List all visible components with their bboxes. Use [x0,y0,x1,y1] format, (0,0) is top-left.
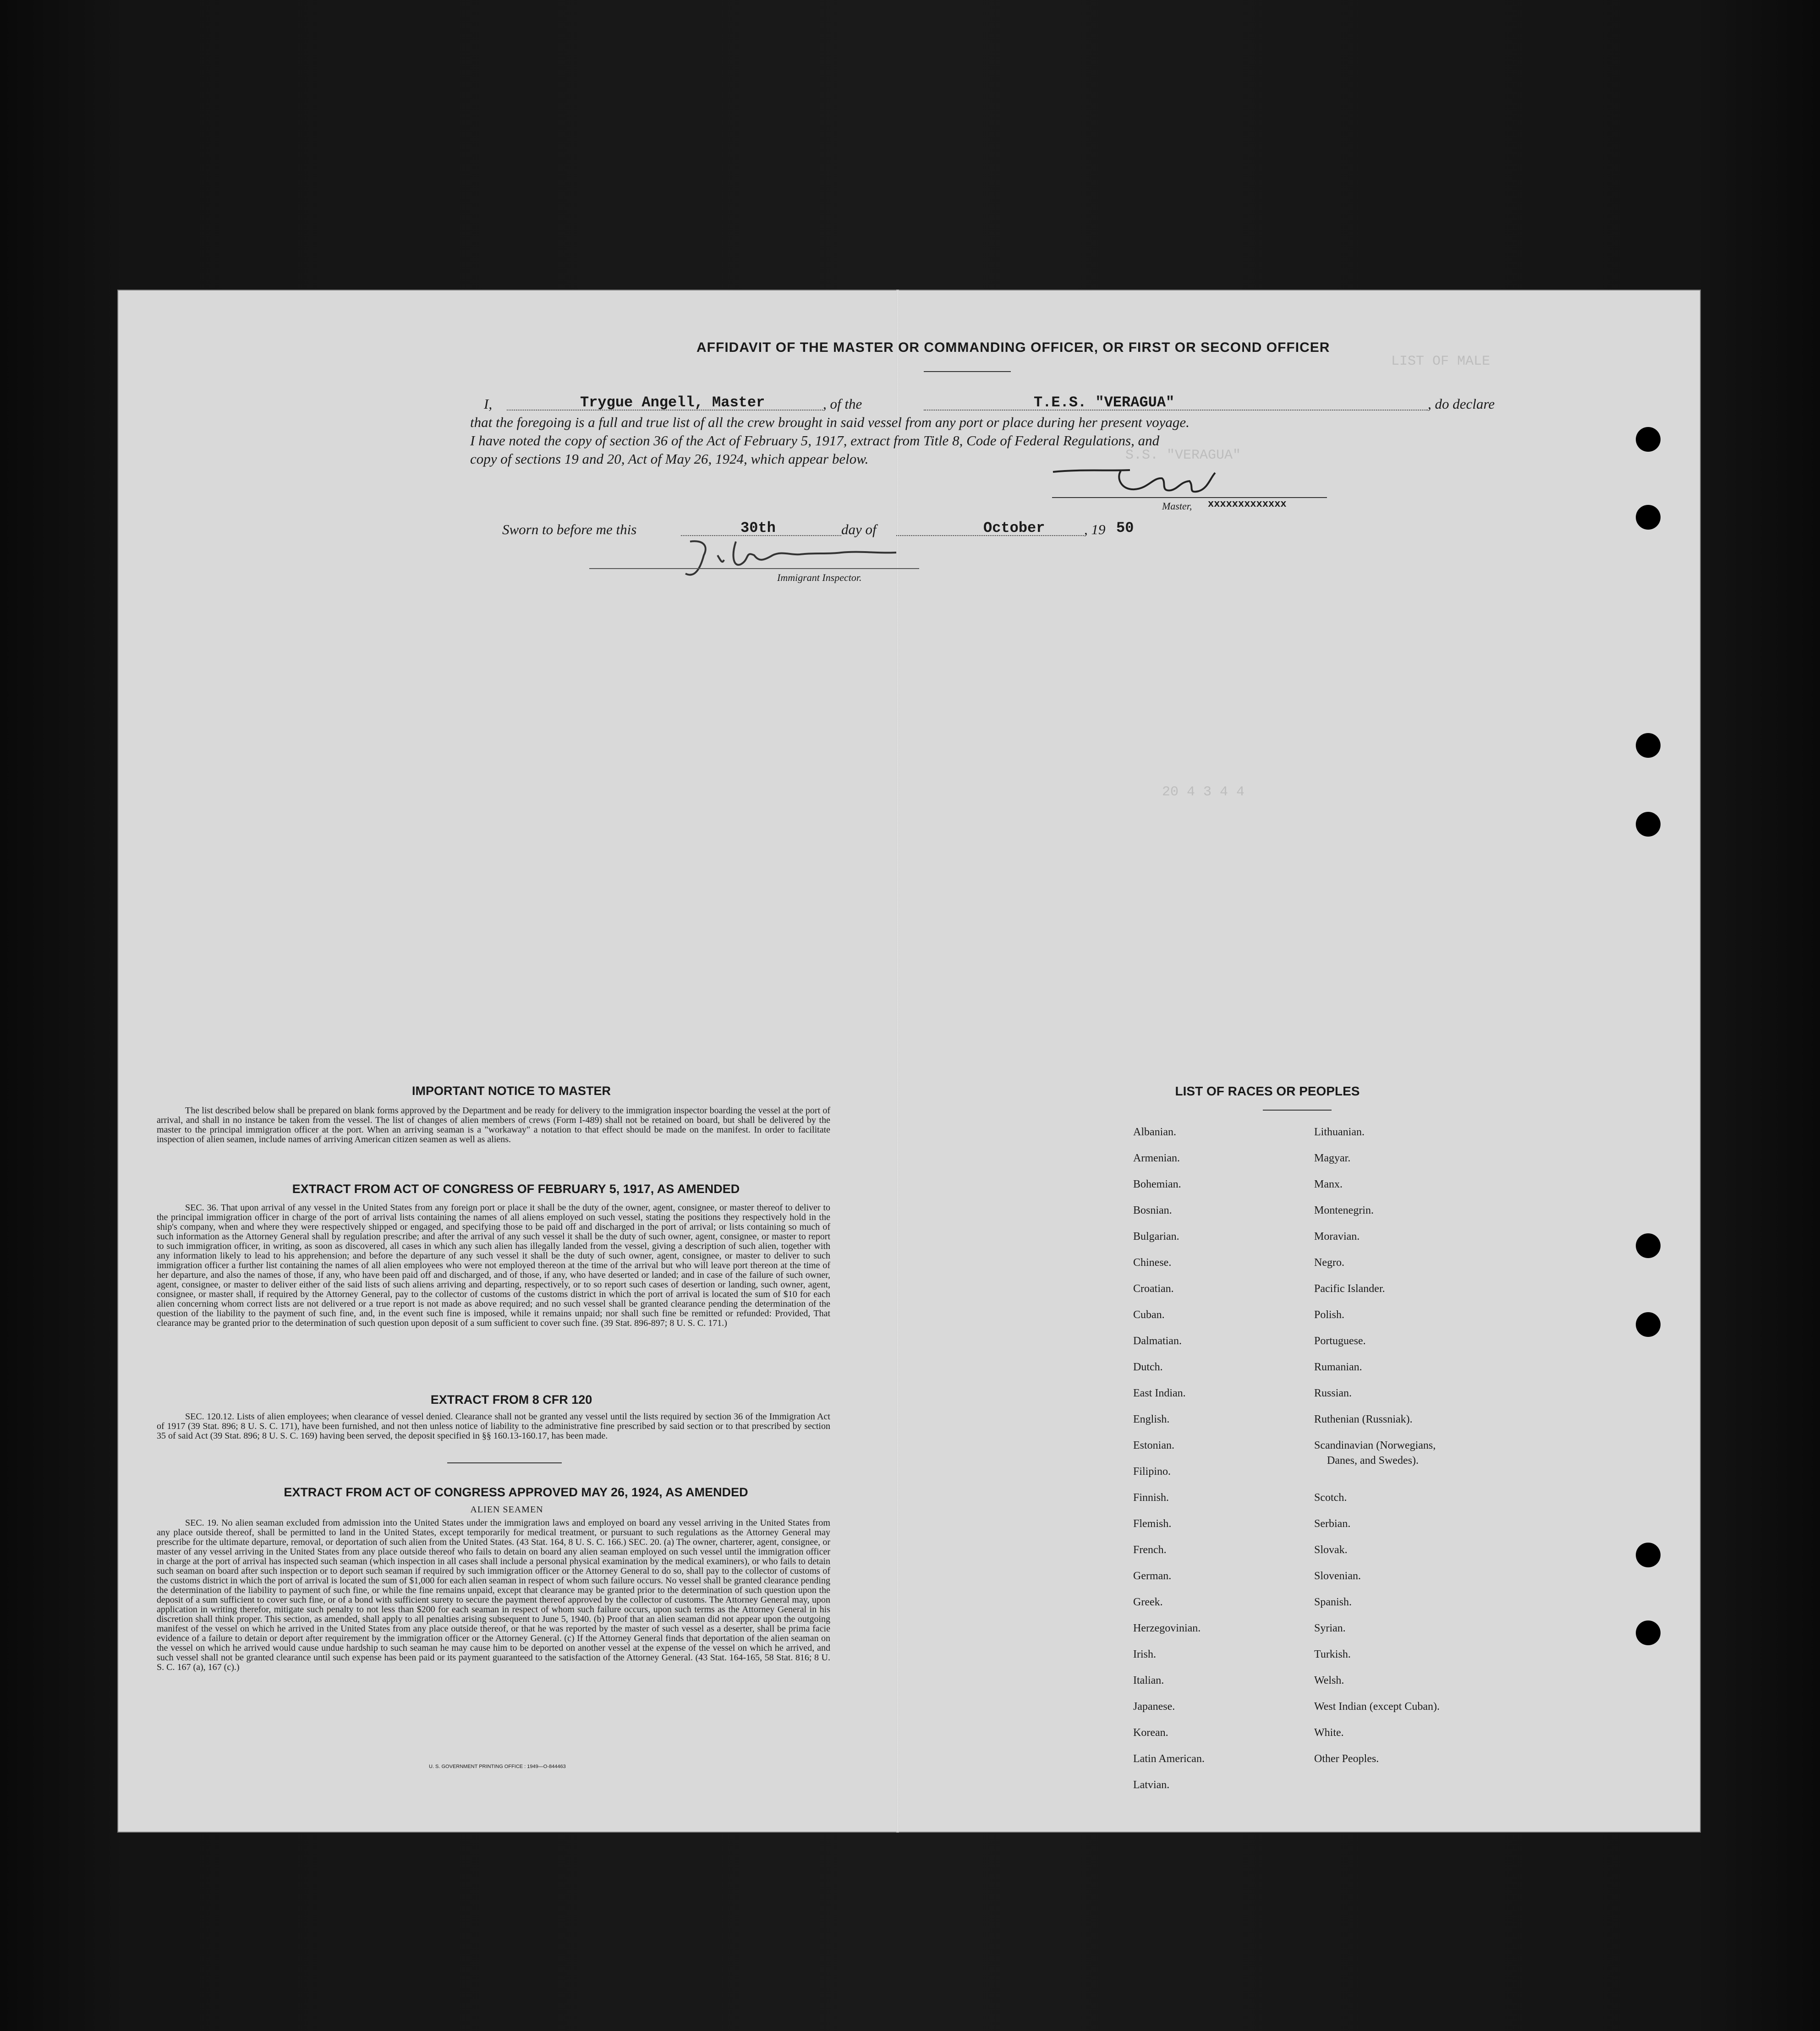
punch-hole [1636,1312,1661,1337]
race-item: Welsh. [1314,1675,1344,1686]
sworn-month: October [983,520,1045,536]
punch-hole [1636,812,1661,837]
race-item: Armenian. [1133,1152,1180,1164]
bleed-through-text: S.S. "VERAGUA" [1125,448,1241,463]
affidavit-body-line2: I have noted the copy of section 36 of the Act of February 5, 1917, extract from Title 8, Code of Federal Regulations, and [470,432,1160,449]
master-signature [1052,468,1217,505]
race-item: Finnish. [1133,1492,1169,1504]
race-item: Bohemian. [1133,1178,1181,1190]
race-item: Turkish. [1314,1648,1351,1660]
master-struck-text: xxxxxxxxxxxxx [1208,498,1287,510]
race-item: Serbian. [1314,1518,1351,1530]
race-item: English. [1133,1413,1170,1425]
year-suffix: 50 [1116,520,1134,536]
master-name: Trygue Angell, Master [580,394,765,411]
race-item: Latin American. [1133,1753,1205,1765]
race-item: Portuguese. [1314,1335,1366,1347]
race-item: Polish. [1314,1309,1345,1321]
race-item: Cuban. [1133,1309,1165,1321]
race-item: Rumanian. [1314,1361,1362,1373]
race-item: Negro. [1314,1257,1344,1269]
inspector-signature-line [589,568,919,569]
extract-cfr-text: SEC. 120.12. Lists of alien employees; when clearance of vessel denied. Clearance shall not be granted any vessel until the lists required by section 36 of the Immigration Act of 1917 (39 Stat. 896; 8 U. S. C. 171), have been furnished, and not then unless notice of liability to the administrative fine prescribed by said section or to that prescribed by section 35 of said Act (39 Stat. 896; 8 U. S. C. 169) having been served, the deposit specified in §§ 160.13-160.17, has been made. [157,1412,830,1441]
race-item: Albanian. [1133,1126,1176,1138]
extract-1924-heading: EXTRACT FROM ACT OF CONGRESS APPROVED MAY 26, 1924, AS AMENDED [284,1485,748,1499]
race-item: West Indian (except Cuban). [1314,1701,1440,1713]
race-item: German. [1133,1570,1172,1582]
document-page [117,290,1701,1833]
extract-cfr-heading: EXTRACT FROM 8 CFR 120 [430,1393,592,1407]
race-item: Manx. [1314,1178,1343,1190]
race-item: Irish. [1133,1648,1156,1660]
race-item: Korean. [1133,1727,1168,1739]
punch-hole [1636,427,1661,452]
race-item: Filipino. [1133,1466,1171,1478]
race-item: Greek. [1133,1596,1163,1608]
race-item: Flemish. [1133,1518,1172,1530]
extract-1917-text: SEC. 36. That upon arrival of any vessel in the United States from any foreign port or place it shall be the duty of the owner, agent, consignee, or master thereof to deliver to the principal immigration officer in charge of the port of arrival lists containing the names of all aliens employed on such vessel, stating the positions they respectively hold in the ship's company, when and where they were respectively shipped or engaged, and specifying those to be paid off and discharged in the port of arrival; or lists containing so much of such information as the Attorney General shall by regulation prescribe; and after the arrival of any such vessel it shall be the duty of such owner, agent, consignee, or master to report to such immigration officer, in writing, as soon as discovered, all cases in which any such alien has illegally landed from the vessel, giving a description of such alien, together with any information likely to lead to his apprehension; and before the departure of any such vessel it shall be the duty of such owner, agent, consignee, or master to deliver to such immigration officer a further list containing the names of all alien employees who were not employed thereon at the time of the arrival but who will leave port thereon at the time of her departure, and also the names of those, if any, who have been paid off and discharged, and of those, if any, who have deserted or landed; and in case of the failure of such owner, agent, consignee, or master to deliver either of the said lists of such aliens arriving and departing, respectively, or to so report such cases of desertion or landing, such owner, agent, consignee, or master shall, if required by the Attorney General, pay to the collector of customs of the customs district in which the port of arrival is located the sum of $10 for each alien concerning whom correct lists are not delivered or a true report is not made as above required; and no such vessel shall be granted clearance pending the determination of the question of the liability to the payment of such fine, and, in the event such fine is imposed, while it remains unpaid; nor shall such fine be remitted or refunded: Provided, That clearance may be granted prior to the determination of such question upon deposit of a sum sufficient to cover such fine. (39 Stat. 896-897; 8 U. S. C. 171.) [157,1203,830,1328]
race-item: Lithuanian. [1314,1126,1365,1138]
race-item: Danes, and Swedes). [1327,1455,1419,1467]
race-item: Magyar. [1314,1152,1351,1164]
race-item: Pacific Islander. [1314,1283,1385,1295]
extract-1917-heading: EXTRACT FROM ACT OF CONGRESS OF FEBRUARY 5, 1917, AS AMENDED [292,1182,740,1196]
races-rule [1263,1110,1332,1111]
of-the-label: , of the [823,396,862,412]
extract-1924-text: SEC. 19. No alien seaman excluded from admission into the United States under the immigration laws and employed on board any vessel arriving in the United States from any place outside thereof, shall be permitted to land in the United States, except temporarily for medical treatment, or pursuant to such regulations as the Attorney General may prescribe for the ultimate departure, removal, or deportation of such alien from the United States. (43 Stat. 164, 8 U. S. C. 166.) SEC. 20. (a) The owner, charterer, agent, consignee, or master of any vessel arriving in the United States from any place outside thereof who fails to detain on board any alien seaman employed on such vessel until the immigration officer in charge at the port of arrival has inspected such seaman (which inspection in all cases shall include a personal physical examination by the medical examiners), or who fails to detain such seaman on board after such inspection or to deport such seaman if required by such immigration officer or the Attorney General to do so, shall pay to the collector of customs of the customs district in which the port of arrival is located the sum of $1,000 for each alien seaman in respect of whom such failure occurs. No vessel shall be granted clearance pending the determination of the liability to payment of such fine, or while the fine remains unpaid, except that clearance may be granted prior to the determination of such question upon the deposit of a sum sufficient to cover such fine, or of a bond with sufficient surety to secure the payment thereof approved by the collector of customs. The Attorney General may, upon application in writing therefor, mitigate such penalty to not less than $200 for each seaman in respect of whom such failure occurs, upon such terms as the Attorney General in his discretion shall think proper. This section, as amended, shall apply to all penalties arising subsequent to June 5, 1940. (b) Proof that an alien seaman did not appear upon the outgoing manifest of the vessel on which he arrived in the United States from any place outside thereof, or that he was reported by the master of such vessel as a deserter, shall be prima facie evidence of a failure to detain or deport after requirement by the immigration officer or the Attorney General. (c) If the Attorney General finds that deportation of the alien seaman on the vessel on which he arrived would cause undue hardship to such seaman he may cause him to be deported on another vessel at the expense of the vessel on which he arrived, and such vessel shall not be granted clearance until such expense has been paid or its payment guaranteed to the satisfaction of the Attorney General. (43 Stat. 164-165, 58 Stat. 816; 8 U. S. C. 167 (a), 167 (c).) [157,1518,830,1672]
race-item: Slovak. [1314,1544,1348,1556]
cfr-rule [447,1462,562,1463]
punch-hole [1636,1233,1661,1258]
notice-text: The list described below shall be prepared on blank forms approved by the Department and be ready for delivery to the immigration inspector boarding the vessel at the port of arrival, and shall in no instance be taken from the vessel. The list of changes of alien members of crews (Form I-489) shall not be retained on board, but shall be delivered by the master to the principal immigration officer at the port. When an arriving seaman is a "workaway" a notation to that effect should be made on the manifest. In order to facilitate inspection of alien seamen, include names of arriving American citizen seamen as well as aliens. [157,1106,830,1144]
race-item: Bulgarian. [1133,1231,1179,1243]
affidavit-title: AFFIDAVIT OF THE MASTER OR COMMANDING OFFICER, OR FIRST OR SECOND OFFICER [696,340,1330,355]
sworn-day: 30th [740,520,776,536]
race-item: Russian. [1314,1387,1352,1399]
vessel-fill-line [924,410,1428,411]
alien-seamen-subheading: ALIEN SEAMEN [470,1505,543,1515]
races-heading: LIST OF RACES OR PEOPLES [1175,1084,1360,1098]
title-rule [924,371,1011,372]
gpo-imprint: U. S. GOVERNMENT PRINTING OFFICE : 1949—O-844463 [429,1764,566,1769]
bleed-through-text: 20 4 3 4 4 [1162,784,1245,800]
race-item: Spanish. [1314,1596,1352,1608]
race-item: Scandinavian (Norwegians, [1314,1440,1436,1451]
affidavit-body-line3: copy of sections 19 and 20, Act of May 26, 1924, which appear below. [470,451,869,467]
bleed-through-text: LIST OF MALE [1391,354,1491,369]
master-label: Master, [1162,500,1192,512]
race-item: Japanese. [1133,1701,1175,1713]
race-item: Ruthenian (Russniak). [1314,1413,1413,1425]
race-item: French. [1133,1544,1167,1556]
affidavit-body-line1: that the foregoing is a full and true list of all the crew brought in said vessel from any port or place during her present voyage. [470,414,1190,430]
vessel-name: T.E.S. "VERAGUA" [1034,394,1175,411]
race-item: White. [1314,1727,1344,1739]
year-prefix: , 19 [1084,521,1106,537]
race-item: Montenegrin. [1314,1204,1374,1216]
punch-hole [1636,1620,1661,1645]
affidavit-pronoun: I, [484,396,493,412]
race-item: Dutch. [1133,1361,1163,1373]
race-item: Other Peoples. [1314,1753,1379,1765]
race-item: Syrian. [1314,1622,1346,1634]
race-item: Chinese. [1133,1257,1172,1269]
punch-hole [1636,1543,1661,1567]
race-item: Bosnian. [1133,1204,1172,1216]
race-item: Latvian. [1133,1779,1170,1791]
punch-hole [1636,733,1661,758]
race-item: Slovenian. [1314,1570,1361,1582]
page-fold [896,290,899,1833]
inspector-label: Immigrant Inspector. [777,572,862,583]
notice-heading: IMPORTANT NOTICE TO MASTER [412,1084,611,1098]
do-declare-label: , do declare [1428,396,1495,412]
race-item: Estonian. [1133,1440,1174,1451]
race-item: Scotch. [1314,1492,1347,1504]
punch-hole [1636,505,1661,530]
race-item: Herzegovinian. [1133,1622,1201,1634]
race-item: East Indian. [1133,1387,1186,1399]
master-signature-line [1052,497,1327,498]
race-item: Moravian. [1314,1231,1360,1243]
race-item: Dalmatian. [1133,1335,1182,1347]
race-item: Croatian. [1133,1283,1174,1295]
race-item: Italian. [1133,1675,1164,1686]
day-of-label: day of [841,521,877,537]
sworn-text: Sworn to before me this [502,521,637,537]
